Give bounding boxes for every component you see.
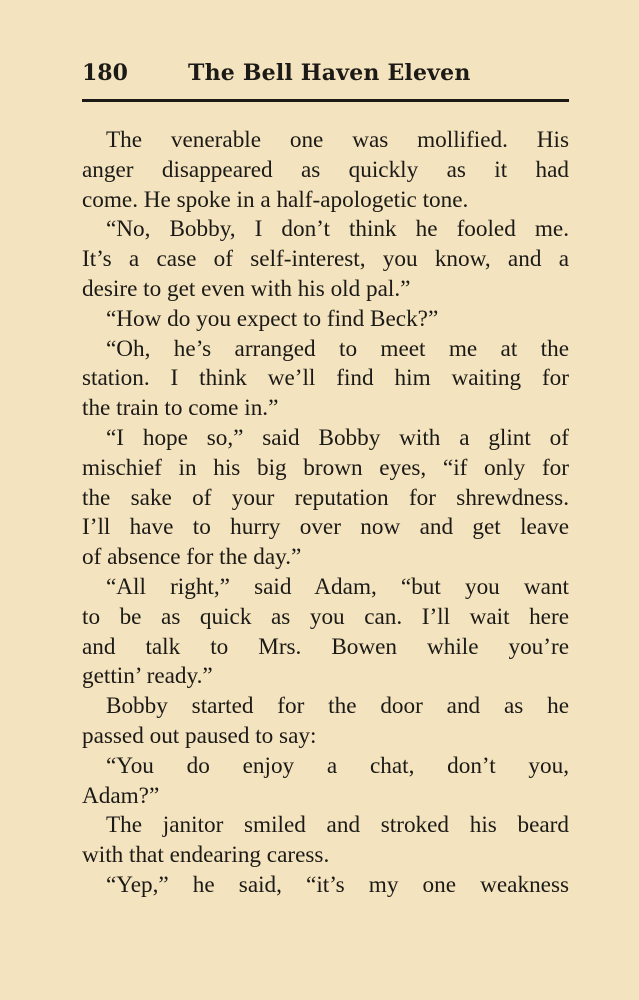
body-text (82, 126, 569, 901)
text-line: the sake of your reputation for shrewdness. (82, 484, 569, 511)
text-line: The janitor smiled and stroked his beard (106, 812, 569, 839)
text-line: “No, Bobby, I don’t think he fooled me. (106, 216, 569, 243)
text-line: of absence for the day.” (82, 544, 302, 571)
header-rule (82, 99, 569, 102)
text-line: Bobby started for the door and as he (106, 693, 569, 720)
text-line: come. He spoke in a half-apologetic tone. (82, 186, 469, 213)
text-line: “Oh, he’s arranged to meet me at the (106, 335, 569, 362)
text-line: desire to get even with his old pal.” (82, 275, 411, 302)
text-line: and talk to Mrs. Bowen while you’re (82, 633, 569, 660)
text-line: to be as quick as you can. I’ll wait here (82, 603, 569, 630)
text-line: “Yep,” he said, “it’s my one weakness (106, 871, 569, 898)
text-line: “How do you expect to find Beck?” (106, 305, 439, 332)
text-line: passed out paused to say: (82, 722, 317, 749)
text-line: with that endearing caress. (82, 842, 330, 869)
running-title: The Bell Haven Eleven (188, 60, 471, 86)
text-line: “I hope so,” said Bobby with a glint of (106, 424, 569, 451)
text-line: mischief in his big brown eyes, “if only for (82, 454, 569, 481)
page-header (82, 58, 569, 94)
text-line: station. I think we’ll find him waiting for (82, 365, 569, 392)
text-line: anger disappeared as quickly as it had (82, 156, 569, 183)
text-line: The venerable one was mollified. His (106, 127, 569, 153)
text-line: gettin’ ready.” (82, 663, 213, 690)
text-line: the train to come in.” (82, 395, 279, 422)
text-line: It’s a case of self-interest, you know, and a (82, 246, 569, 273)
page-number: 180 (82, 60, 128, 86)
text-line: “All right,” said Adam, “but you want (106, 573, 569, 600)
text-line: I’ll have to hurry over now and get leave (82, 514, 569, 541)
text-line: “You do enjoy a chat, don’t you, (106, 752, 569, 779)
text-line: Adam?” (82, 782, 160, 809)
